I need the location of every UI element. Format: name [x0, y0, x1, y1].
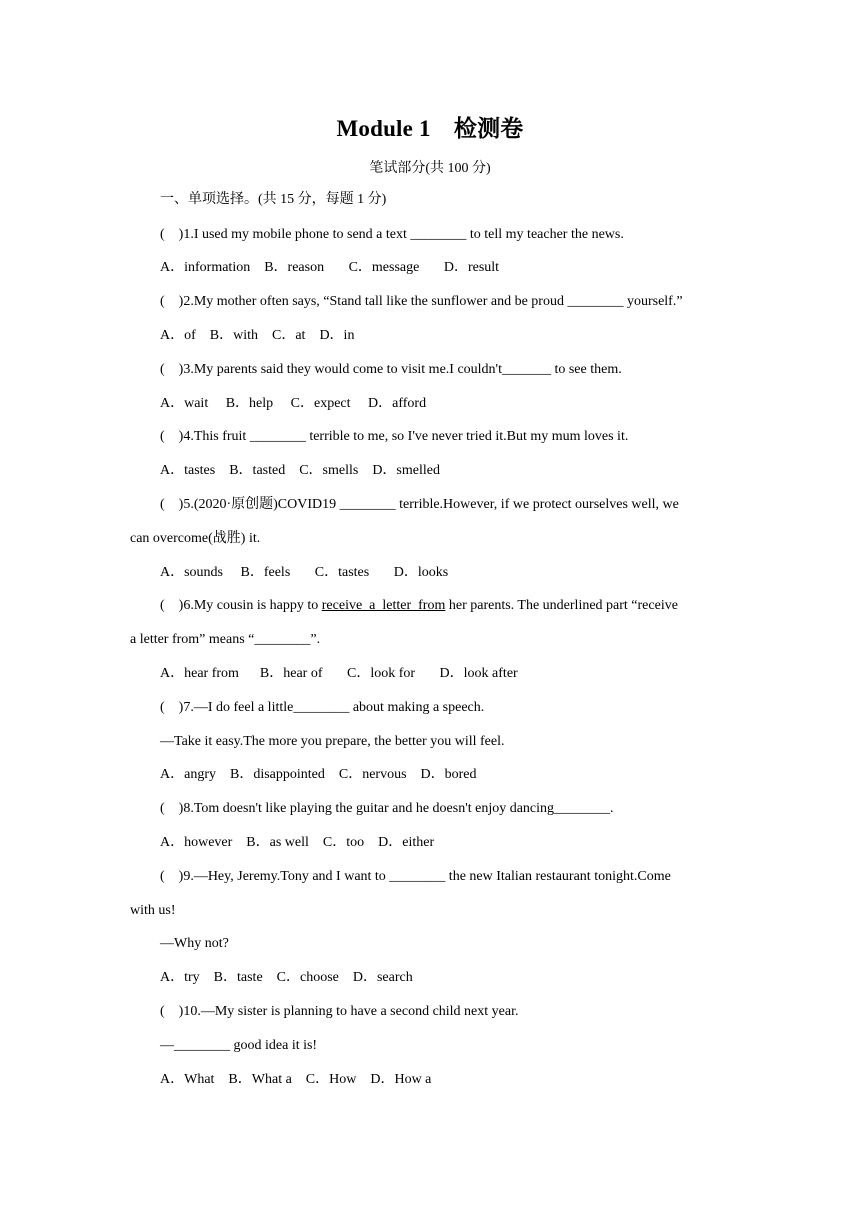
question-4-stem: ( )4.This fruit ________ terrible to me, so I've never tried it.But my mum loves it. — [160, 429, 629, 444]
question-4-options: A．tastes B．tasted C．smells D．smelled — [160, 463, 440, 478]
question-3-stem: ( )3.My parents said they would come to visit me.I couldn't_______ to see them. — [160, 362, 622, 377]
page-title: Module 1 检测卷 — [336, 116, 524, 141]
question-9-stem-line1: ( )9.—Hey, Jeremy.Tony and I want to ________ the new Italian restaurant tonight.Come — [160, 869, 671, 884]
section-heading: 一、单项选择。(共 15 分，每题 1 分) — [160, 192, 387, 207]
question-6-stem-line1 — [160, 597, 678, 615]
question-9-options: A．try B．taste C．choose D．search — [160, 970, 413, 985]
question-2-options: A．of B．with C．at D．in — [160, 328, 355, 343]
question-8-stem: ( )8.Tom doesn't like playing the guitar and he doesn't enjoy dancing________. — [160, 801, 614, 816]
question-10-stem: ( )10.—My sister is planning to have a second child next year. — [160, 1004, 519, 1019]
question-5-stem-line1: ( )5.(2020·原创题)COVID19 ________ terrible.However, if we protect ourselves well, we — [160, 497, 679, 512]
question-7-options: A．angry B．disappointed C．nervous D．bored — [160, 767, 477, 782]
question-7-stem: ( )7.—I do feel a little________ about making a speech. — [160, 700, 485, 715]
question-6-stem-post: her parents. The underlined part “receive — [445, 598, 678, 613]
question-8-options: A．however B．as well C．too D．either — [160, 835, 435, 850]
question-5-stem-line2: can overcome(战胜) it. — [130, 531, 261, 546]
question-5-options: A．sounds B．feels C．tastes D．looks — [160, 565, 449, 580]
question-9-stem-line2: with us! — [130, 903, 176, 918]
question-7-reply: —Take it easy.The more you prepare, the better you will feel. — [160, 734, 505, 749]
question-1-stem: ( )1.I used my mobile phone to send a text ________ to tell my teacher the news. — [160, 227, 624, 242]
page-subtitle: 笔试部分(共 100 分) — [369, 161, 491, 176]
question-1-options: A．information B．reason C．message D．result — [160, 260, 500, 275]
question-6-options: A．hear from B．hear of C．look for D．look after — [160, 666, 518, 681]
question-6-stem-line2: a letter from” means “________”. — [130, 632, 321, 647]
underlined-phrase: receive a letter from — [321, 598, 446, 613]
question-2-stem: ( )2.My mother often says, “Stand tall like the sunflower and be proud ________ yourself.” — [160, 294, 683, 309]
question-9-reply: —Why not? — [160, 936, 229, 951]
question-10-options: A．What B．What a C．How D．How a — [160, 1072, 432, 1087]
question-6-stem-pre: ( )6.My cousin is happy to — [160, 598, 322, 613]
question-10-reply: —________ good idea it is! — [160, 1038, 318, 1053]
question-3-options: A．wait B．help C．expect D．afford — [160, 396, 427, 411]
